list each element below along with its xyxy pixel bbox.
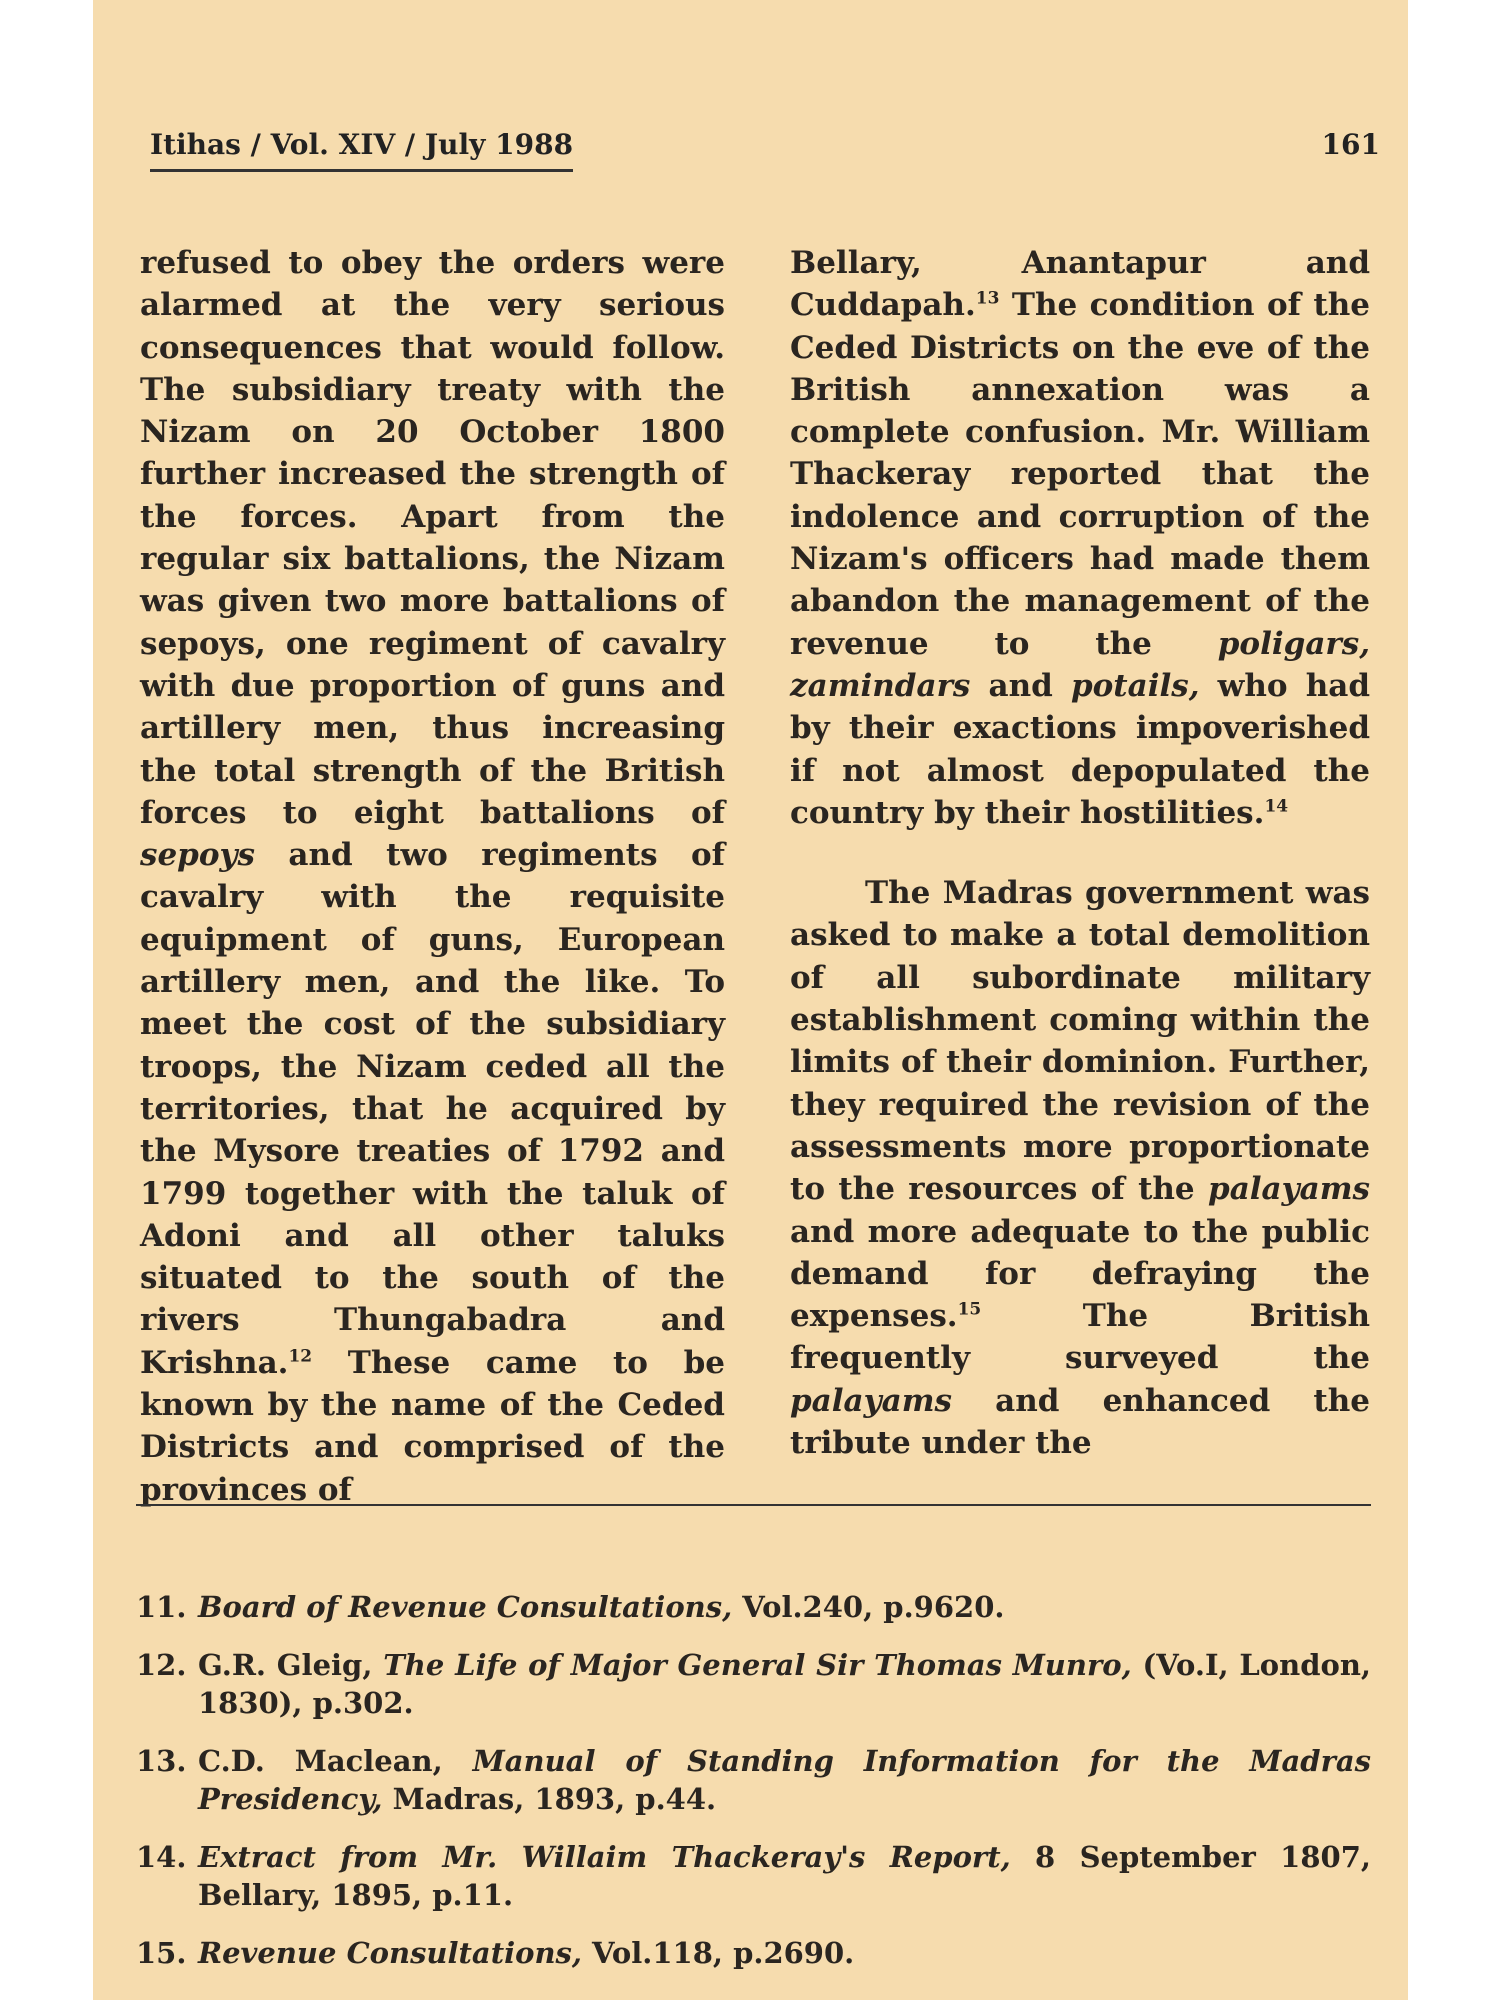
text-run: and two regiments of cavalry with the requisite equipment of guns, European artillery men, and the like. To meet the cost of the subsidiary troops, the Nizam ceded all the territories, that he acquired by the Mysore treaties of 1792 and 1799 together with the taluk of Adoni and all other taluks situated to the south of the rivers Thungabadra and Krishna. bbox=[140, 837, 725, 1381]
italic-term: potails, bbox=[1070, 667, 1200, 704]
footnotes bbox=[136, 1588, 1371, 1992]
footnote-11 bbox=[136, 1588, 1371, 1626]
left-column bbox=[140, 242, 725, 1511]
citation-detail: Vol.240, p.9620. bbox=[732, 1590, 1005, 1624]
citation-detail: Vol.118, p.2690. bbox=[581, 1936, 855, 1970]
citation-title: Board of Revenue Consultations, bbox=[198, 1590, 733, 1624]
footnote-12 bbox=[136, 1646, 1371, 1722]
citation-detail: 8 September 1807, Bellary, 1895, p.11. bbox=[198, 1840, 1371, 1912]
footnote-number: 11. bbox=[136, 1590, 187, 1624]
footnote-15 bbox=[136, 1934, 1371, 1972]
footnote-number: 15. bbox=[136, 1936, 187, 1970]
citation-title: Revenue Consultations, bbox=[198, 1936, 582, 1970]
journal-page bbox=[93, 0, 1408, 2000]
citation-author: G.R. Gleig, bbox=[198, 1648, 384, 1682]
citation-detail: (Vo.I, London, 1830), p.302. bbox=[198, 1648, 1372, 1720]
text-run: and enhanced the tribute under the bbox=[790, 1382, 1370, 1462]
italic-term: palayams bbox=[1208, 1171, 1370, 1208]
footnote-ref-15[interactable]: 15 bbox=[957, 1299, 982, 1320]
footnote-number: 13. bbox=[136, 1744, 187, 1778]
right-paragraph-1 bbox=[790, 242, 1370, 834]
citation-title: The Life of Major General Sir Thomas Munro, bbox=[383, 1648, 1132, 1682]
citation-author: C.D. Maclean, bbox=[198, 1744, 473, 1778]
text-run: refused to obey the orders were alarmed at the very serious consequences that would follow. The subsidiary treaty with the Nizam on 20 October 1800 further increased the strength of the forces. Apart from the regular six battalions, the Nizam was given two more battalions of sepoys, one regiment of cavalry with due proportion of guns and artillery men, thus increasing the total strength of the British forces to eight battalions of bbox=[140, 245, 725, 831]
right-column bbox=[790, 242, 1370, 1464]
italic-term: palayams bbox=[790, 1382, 952, 1419]
citation-title: Extract from Mr. Willaim Thackeray's Report, bbox=[198, 1840, 1011, 1874]
text-run: These came to be known by the name of the Ceded Districts and comprised of the provinces of bbox=[140, 1344, 725, 1508]
footnote-14 bbox=[136, 1838, 1371, 1914]
citation-detail: Madras, 1893, p.44. bbox=[382, 1782, 717, 1816]
text-run: and bbox=[970, 667, 1071, 704]
text-run: The British frequently surveyed the bbox=[790, 1298, 1370, 1377]
citation-title: Manual of Standing Information for the Madras Presidency, bbox=[198, 1744, 1371, 1816]
left-paragraph bbox=[140, 242, 725, 1511]
text-run: who had by their exactions impoverished if not almost depopulated the country by their hostilities. bbox=[790, 667, 1370, 831]
footnote-divider bbox=[136, 1504, 1371, 1506]
text-run: and more adequate to the public demand for defraying the expenses. bbox=[790, 1213, 1370, 1335]
footnote-number: 14. bbox=[136, 1840, 187, 1874]
journal-title: Itihas / Vol. XIV / July 1988 bbox=[150, 128, 573, 172]
italic-term: sepoys bbox=[140, 837, 255, 874]
right-paragraph-2 bbox=[790, 872, 1370, 1464]
running-head bbox=[150, 128, 1380, 172]
text-run: Bellary, Anantapur and Cuddapah. bbox=[790, 245, 1370, 324]
footnote-number: 12. bbox=[136, 1648, 187, 1682]
footnote-ref-13[interactable]: 13 bbox=[975, 288, 1000, 309]
text-run: The condition of the Ceded Districts on the eve of the British annexation was a complete confusion. Mr. William Thackeray reported that the indolence and corruption of the Nizam's officers had made them abandon the management of the revenue to the bbox=[790, 287, 1370, 662]
footnote-ref-12[interactable]: 12 bbox=[288, 1346, 313, 1367]
text-run: The Madras government was asked to make a total demolition of all subordinate military establishment coming within the limits of their dominion. Further, they required the revision of the assessments more proportionate to the resources of the bbox=[790, 875, 1370, 1208]
footnote-13 bbox=[136, 1742, 1371, 1818]
italic-term: poligars, zamindars bbox=[790, 625, 1370, 704]
footnote-ref-14[interactable]: 14 bbox=[1264, 796, 1289, 817]
page-number: 161 bbox=[1321, 128, 1380, 161]
